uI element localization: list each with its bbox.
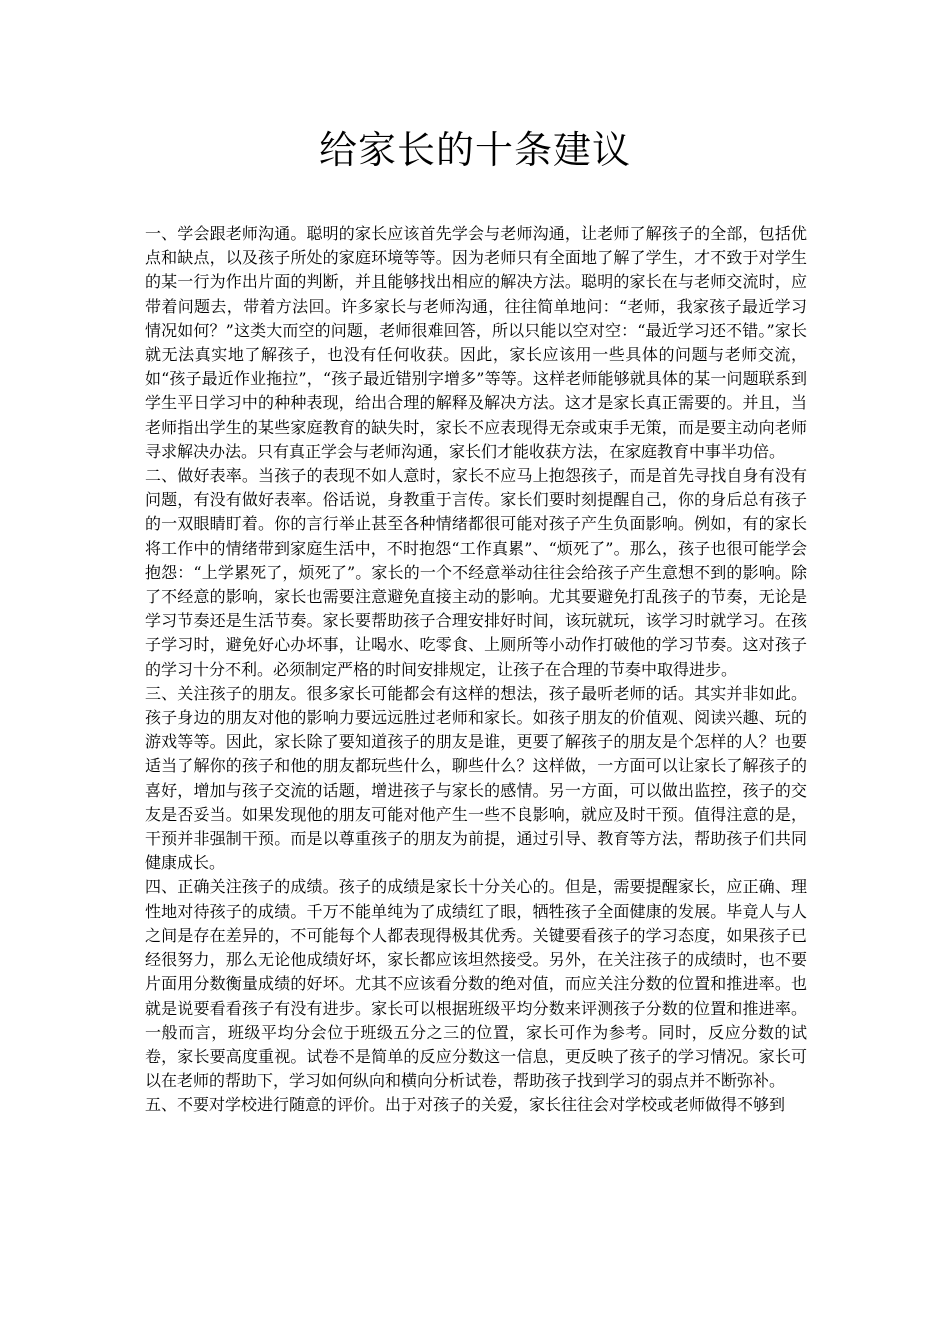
paragraph-3: 三、关注孩子的朋友。很多家长可能都会有这样的想法，孩子最听老师的话。其实并非如此。孩子身边的朋友对他的影响力要远远胜过老师和家长。如孩子朋友的价值观、阅读兴趣、玩的游戏等等。因此，家长除了要知道孩子的朋友是谁，更要了解孩子的朋友是个怎样的人？也要适当了解你的孩子和他的朋友都玩些什么，聊些什么？这样做，一方面可以让家长了解孩子的喜好，增加与孩子交流的话题，增进孩子与家长的感情。另一方面，可以做出监控，孩子的交友是否妥当。如果发现他的朋友可能对他产生一些不良影响，就应及时干预。值得注意的是，干预并非强制干预。而是以尊重孩子的朋友为前提，通过引导、教育等方法，帮助孩子们共同健康成长。 [145, 683, 807, 873]
document-body [145, 222, 807, 1118]
document-title: 给家长的十条建议 [318, 128, 631, 172]
paragraph-1: 一、学会跟老师沟通。聪明的家长应该首先学会与老师沟通，让老师了解孩子的全部，包括优点和缺点，以及孩子所处的家庭环境等等。因为老师只有全面地了解了学生，才不致于对学生的某一行为作出片面的判断，并且能够找出相应的解决方法。聪明的家长在与老师交流时，应带着问题去，带着方法回。许多家长与老师沟通，往往简单地问：“老师，我家孩子最近学习情况如何？”这类大而空的问题，老师很难回答，所以只能以空对空：“最近学习还不错。”家长就无法真实地了解孩子，也没有任何收获。因此，家长应该用一些具体的问题与老师交流，如“孩子最近作业拖拉”，“孩子最近错别字增多”等等。这样老师能够就具体的某一问题联系到学生平日学习中的种种表现，给出合理的解释及解决方法。这才是家长真正需要的。并且，当老师指出学生的某些家庭教育的缺失时，家长不应表现得无奈或束手无策，而是要主动向老师寻求解决办法。只有真正学会与老师沟通，家长们才能收获方法，在家庭教育中事半功倍。 [145, 224, 807, 461]
paragraph-2: 二、做好表率。当孩子的表现不如人意时，家长不应马上抱怨孩子，而是首先寻找自身有没有问题，有没有做好表率。俗话说，身教重于言传。家长们要时刻提醒自己，你的身后总有孩子的一双眼睛盯着。你的言行举止甚至各种情绪都很可能对孩子产生负面影响。例如，有的家长将工作中的情绪带到家庭生活中，不时抱怨“工作真累”、“烦死了”。那么，孩子也很可能学会抱怨：“上学累死了，烦死了”。家长的一个不经意举动往往会给孩子产生意想不到的影响。除了不经意的影响，家长也需要注意避免直接主动的影响。尤其要避免打乱孩子的节奏，无论是学习节奏还是生活节奏。家长要帮助孩子合理安排好时间，该玩就玩，该学习时就学习。在孩子学习时，避免好心办坏事，让喝水、吃零食、上厕所等小动作打破他的学习节奏。这对孩子的学习十分不利。必须制定严格的时间安排规定，让孩子在合理的节奏中取得进步。 [145, 466, 807, 679]
paragraph-4: 四、正确关注孩子的成绩。孩子的成绩是家长十分关心的。但是，需要提醒家长，应正确、理性地对待孩子的成绩。千万不能单纯为了成绩红了眼，牺牲孩子全面健康的发展。毕竟人与人之间是存在差异的，不可能每个人都表现得极其优秀。关键要看孩子的学习态度，如果孩子已经很努力，那么无论他成绩好坏，家长都应该坦然接受。另外，在关注孩子的成绩时，也不要片面用分数衡量成绩的好坏。尤其不应该看分数的绝对值，而应关注分数的位置和推进率。也就是说要看看孩子有没有进步。家长可以根据班级平均分数来评测孩子分数的位置和推进率。一般而言，班级平均分会位于班级五分之三的位置，家长可作为参考。同时，反应分数的试卷，家长要高度重视。试卷不是简单的反应分数这一信息，更反映了孩子的学习情况。家长可以在老师的帮助下，学习如何纵向和横向分析试卷，帮助孩子找到学习的弱点并不断弥补。 [145, 877, 807, 1091]
paragraph-5: 五、不要对学校进行随意的评价。出于对孩子的关爱，家长往往会对学校或老师做得不够到 [145, 1095, 786, 1115]
